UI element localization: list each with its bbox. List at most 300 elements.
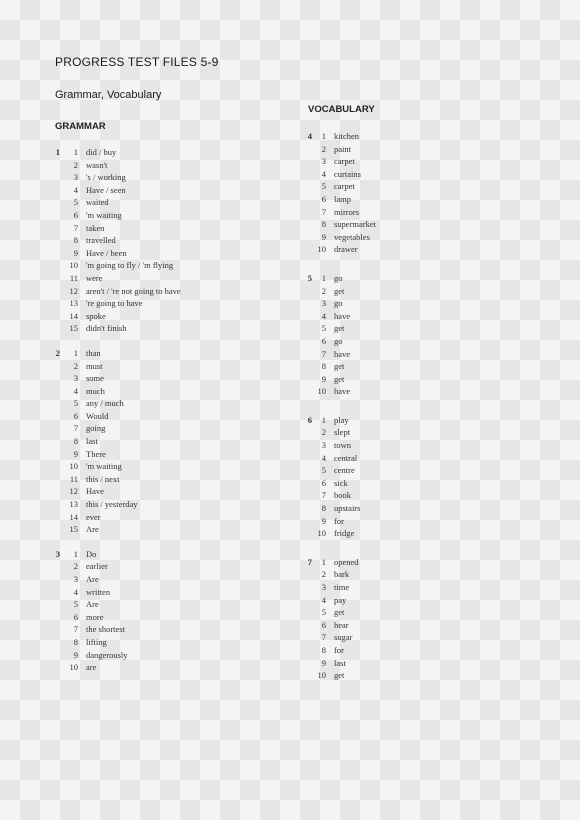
answer-text: opened [334,556,359,567]
answer-row [50,573,250,586]
exercise-number [50,623,60,636]
item-number: 5 [321,607,326,618]
answer-row [300,631,420,644]
answer-text: dangerously [86,649,128,660]
item-number: 7 [321,490,326,501]
item-number: 9 [321,231,326,242]
answer-text: last [86,436,98,447]
answer-row [50,661,250,674]
item-number: 4 [321,594,326,605]
exercise-number [300,515,312,528]
answer-text: than [86,347,101,358]
exercise-number [50,636,60,649]
exercise-number [300,193,312,206]
answer-row [300,502,420,515]
exercise-number [300,631,312,644]
answer-text: any / much [86,398,124,409]
answer-row [50,222,250,235]
answer-row [50,285,250,298]
answer-row [50,485,250,498]
answer-row [300,477,420,490]
exercise-4 [300,130,420,256]
answer-row [300,414,420,427]
exercise-number [300,206,312,219]
exercise-number [50,159,60,172]
item-number: 13 [69,298,78,309]
answer-row [300,360,420,373]
item-number: 6 [73,611,78,622]
exercise-number [50,372,60,385]
exercise-number [50,523,60,536]
item-number: 3 [73,172,78,183]
exercise-number [300,218,312,231]
item-number: 8 [73,636,78,647]
answer-row [50,523,250,536]
exercise-number [50,435,60,448]
exercise-number [300,322,312,335]
answer-row [300,168,420,181]
answer-row [50,422,250,435]
answer-text: 'm waiting [86,209,122,220]
answer-row [300,619,420,632]
answer-row [300,452,420,465]
exercise-number [50,460,60,473]
answer-text: this / next [86,473,120,484]
answer-text: play [334,414,349,425]
exercise-number [300,619,312,632]
exercise-number [300,527,312,540]
answer-row [300,180,420,193]
exercise-number [50,222,60,235]
item-number: 1 [321,556,326,567]
answer-row [50,171,250,184]
answer-row [300,606,420,619]
answer-row [50,297,250,310]
exercise-number [300,568,312,581]
answer-row [50,448,250,461]
item-number: 6 [73,410,78,421]
exercise-number [300,310,312,323]
answer-text: last [334,657,346,668]
answer-text: Have / been [86,247,127,258]
answer-row [300,348,420,361]
answer-text: ever [86,511,101,522]
exercise-number [50,360,60,373]
item-number: 13 [69,499,78,510]
answer-row [300,322,420,335]
answer-text: taken [86,222,105,233]
answer-text: sick [334,477,348,488]
item-number: 4 [73,385,78,396]
answer-text: pay [334,594,347,605]
item-number: 7 [73,222,78,233]
answer-text: some [86,373,104,384]
item-number: 1 [73,347,78,358]
answer-text: get [334,607,345,618]
answer-text: must [86,360,103,371]
exercise-number [300,285,312,298]
item-number: 9 [73,448,78,459]
exercise-number [50,247,60,260]
item-number: 6 [321,335,326,346]
exercise-number [300,348,312,361]
answer-text: centre [334,465,355,476]
answer-text: travelled [86,235,116,246]
answer-text: drawer [334,244,358,255]
answer-row [300,426,420,439]
answer-row [50,234,250,247]
item-number: 8 [321,361,326,372]
item-number: 1 [321,414,326,425]
answer-row [50,410,250,423]
item-number: 6 [321,193,326,204]
exercise-number [300,657,312,670]
exercise-2 [50,347,250,536]
item-number: 5 [321,181,326,192]
exercise-number [50,649,60,662]
answer-text: have [334,348,351,359]
answer-text: going [86,423,106,434]
answer-row [300,297,420,310]
answer-text: get [334,361,345,372]
answer-row [300,489,420,502]
answer-text: wasn't [86,159,108,170]
item-number: 2 [321,569,326,580]
answer-text: vegetables [334,231,370,242]
item-number: 10 [317,528,326,539]
exercise-number [50,410,60,423]
exercise-number [300,360,312,373]
item-number: 1 [73,548,78,559]
vocabulary-heading: VOCABULARY [308,104,375,115]
exercise-gap [300,540,420,556]
item-number: 2 [321,427,326,438]
exercise-3 [50,548,250,674]
exercise-number: 2 [55,347,60,358]
item-number: 5 [321,323,326,334]
answer-text: the shortest [86,624,125,635]
item-number: 1 [73,147,78,157]
item-number: 11 [69,272,78,283]
answer-text: are [86,662,97,673]
answer-text: Are [86,574,99,584]
answer-text: aren't / 're not going to have [86,285,181,296]
answer-text: did / buy [86,147,117,157]
answer-text: get [334,285,345,296]
answer-text: Do [86,548,97,559]
item-number: 10 [317,670,326,681]
answer-row [50,435,250,448]
answer-row [50,460,250,473]
exercise-number [50,397,60,410]
answer-text: hear [334,619,349,630]
answer-row [300,193,420,206]
answer-text: 's / working [86,172,126,183]
answer-row [50,623,250,636]
item-number: 3 [73,574,78,584]
exercise-gap [50,536,250,548]
item-number: 10 [317,386,326,397]
answer-row [50,247,250,260]
item-number: 2 [321,143,326,154]
exercise-7 [300,556,420,682]
exercise-number [300,231,312,244]
exercise-number [300,155,312,168]
answer-row [50,560,250,573]
exercise-number: 5 [307,272,312,283]
exercise-number [50,586,60,599]
exercise-number [50,184,60,197]
exercise-5 [300,272,420,398]
answer-text: get [334,323,345,334]
item-number: 7 [73,423,78,434]
answer-row [300,669,420,682]
exercise-number [300,143,312,156]
item-number: 5 [73,197,78,208]
answer-row [50,649,250,662]
answer-row [50,347,250,360]
exercise-number [50,259,60,272]
item-number: 8 [321,644,326,655]
answer-text: spoke [86,310,106,321]
item-number: 2 [73,561,78,572]
item-number: 5 [73,398,78,409]
exercise-number [300,385,312,398]
grammar-heading: GRAMMAR [55,121,106,132]
exercise-number [300,180,312,193]
item-number: 10 [69,260,78,271]
exercise-number [50,473,60,486]
item-number: 11 [69,473,78,484]
answer-text: this / yesterday [86,499,138,510]
answer-row [300,285,420,298]
answer-text: curtains [334,168,361,179]
answer-text: bark [334,569,350,580]
answer-row [300,206,420,219]
exercise-number [300,426,312,439]
item-number: 15 [69,524,78,535]
exercise-number [300,297,312,310]
item-number: 3 [321,582,326,592]
exercise-number [300,644,312,657]
answer-row [50,473,250,486]
answer-row [50,159,250,172]
answer-text: have [334,386,351,397]
answer-row [50,586,250,599]
answer-text: time [334,582,350,592]
exercise-number [300,439,312,452]
answer-row [300,373,420,386]
exercise-number [50,573,60,586]
item-number: 2 [73,159,78,170]
exercise-number: 6 [307,414,312,425]
answer-text: go [334,298,343,309]
item-number: 9 [73,247,78,258]
answer-text: town [334,440,351,451]
item-number: 15 [69,323,78,334]
answer-text: earlier [86,561,108,572]
answer-text: more [86,611,104,622]
answer-text: supermarket [334,219,377,230]
exercise-number [50,485,60,498]
answer-row [50,196,250,209]
answer-text: Have [86,486,104,497]
answer-row [300,385,420,398]
exercise-number [50,448,60,461]
answer-row [300,243,420,256]
answer-row [50,636,250,649]
exercise-number [300,477,312,490]
answer-text: slept [334,427,351,438]
answer-text: didn't finish [86,323,127,334]
exercise-1 [50,146,250,335]
answer-text: kitchen [334,131,360,141]
item-number: 7 [321,348,326,359]
exercise-gap [300,256,420,272]
exercise-number [50,272,60,285]
item-number: 2 [321,285,326,296]
item-number: 8 [321,503,326,514]
item-number: 6 [73,209,78,220]
exercise-number: 1 [55,147,60,157]
exercise-number [300,594,312,607]
answer-text: 'm waiting [86,461,122,472]
answer-text: Have / seen [86,184,126,195]
page-title: PROGRESS TEST FILES 5-9 [55,55,219,69]
item-number: 1 [321,272,326,283]
answer-row [300,515,420,528]
exercise-number [50,285,60,298]
answer-row [300,310,420,323]
answer-row [300,335,420,348]
answer-text: paint [334,143,351,154]
answer-row [50,548,250,561]
answer-text: written [86,586,111,597]
answer-text: lamp [334,193,351,204]
exercise-number [50,511,60,524]
item-number: 6 [321,619,326,630]
item-number: 6 [321,477,326,488]
answer-text: Are [86,599,99,610]
exercise-number [50,310,60,323]
exercise-number [50,422,60,435]
item-number: 4 [321,168,326,179]
item-number: 12 [69,285,78,296]
exercise-number: 4 [307,131,312,141]
answer-row [300,231,420,244]
answer-text: much [86,385,105,396]
answer-text: fridge [334,528,355,539]
answer-text: There [86,448,106,459]
item-number: 2 [73,360,78,371]
item-number: 3 [321,298,326,309]
answer-row [300,439,420,452]
exercise-6 [300,414,420,540]
exercise-number [300,606,312,619]
item-number: 14 [69,310,78,321]
exercise-number [50,385,60,398]
exercise-number [300,669,312,682]
exercise-gap [300,398,420,414]
exercise-number [50,171,60,184]
item-number: 1 [321,131,326,141]
answer-row [50,360,250,373]
item-number: 4 [321,310,326,321]
item-number: 4 [321,452,326,463]
answer-text: for [334,515,344,526]
exercise-number [50,234,60,247]
exercise-number [50,498,60,511]
item-number: 3 [321,440,326,451]
answer-row [300,527,420,540]
answer-row [50,310,250,323]
exercise-number [50,322,60,335]
answer-text: sugar [334,632,353,643]
answer-row [50,498,250,511]
grammar-answers [50,146,250,674]
item-number: 5 [73,599,78,610]
exercise-number [50,560,60,573]
item-number: 3 [321,156,326,167]
answer-row [50,598,250,611]
exercise-number [300,243,312,256]
answer-text: carpet [334,156,355,167]
answer-row [300,581,420,594]
item-number: 8 [73,436,78,447]
answer-text: have [334,310,351,321]
answer-row [50,259,250,272]
exercise-number [50,598,60,611]
exercise-number: 3 [55,548,60,559]
item-number: 14 [69,511,78,522]
exercise-number [50,196,60,209]
answer-row [50,272,250,285]
answer-text: book [334,490,351,501]
answer-row [300,594,420,607]
exercise-number [300,335,312,348]
answer-text: Are [86,524,99,535]
item-number: 9 [321,373,326,384]
answer-row [300,155,420,168]
item-number: 7 [321,632,326,643]
item-number: 10 [317,244,326,255]
item-number: 8 [73,235,78,246]
exercise-number [300,464,312,477]
answer-row [50,146,250,159]
exercise-number [300,373,312,386]
answer-row [50,511,250,524]
answer-row [50,209,250,222]
answer-text: Would [86,410,109,421]
answer-text: carpet [334,181,355,192]
answer-row [300,568,420,581]
item-number: 10 [69,662,78,673]
answer-row [300,272,420,285]
answer-row [300,657,420,670]
answer-text: 're going to have [86,298,143,309]
answer-row [300,218,420,231]
exercise-number: 7 [307,556,312,567]
item-number: 4 [73,586,78,597]
answer-row [300,644,420,657]
answer-text: upstairs [334,503,361,514]
item-number: 5 [321,465,326,476]
vocabulary-answers [300,130,420,682]
exercise-number [300,502,312,515]
item-number: 7 [73,624,78,635]
exercise-number [50,297,60,310]
answer-text: lifting [86,636,107,647]
